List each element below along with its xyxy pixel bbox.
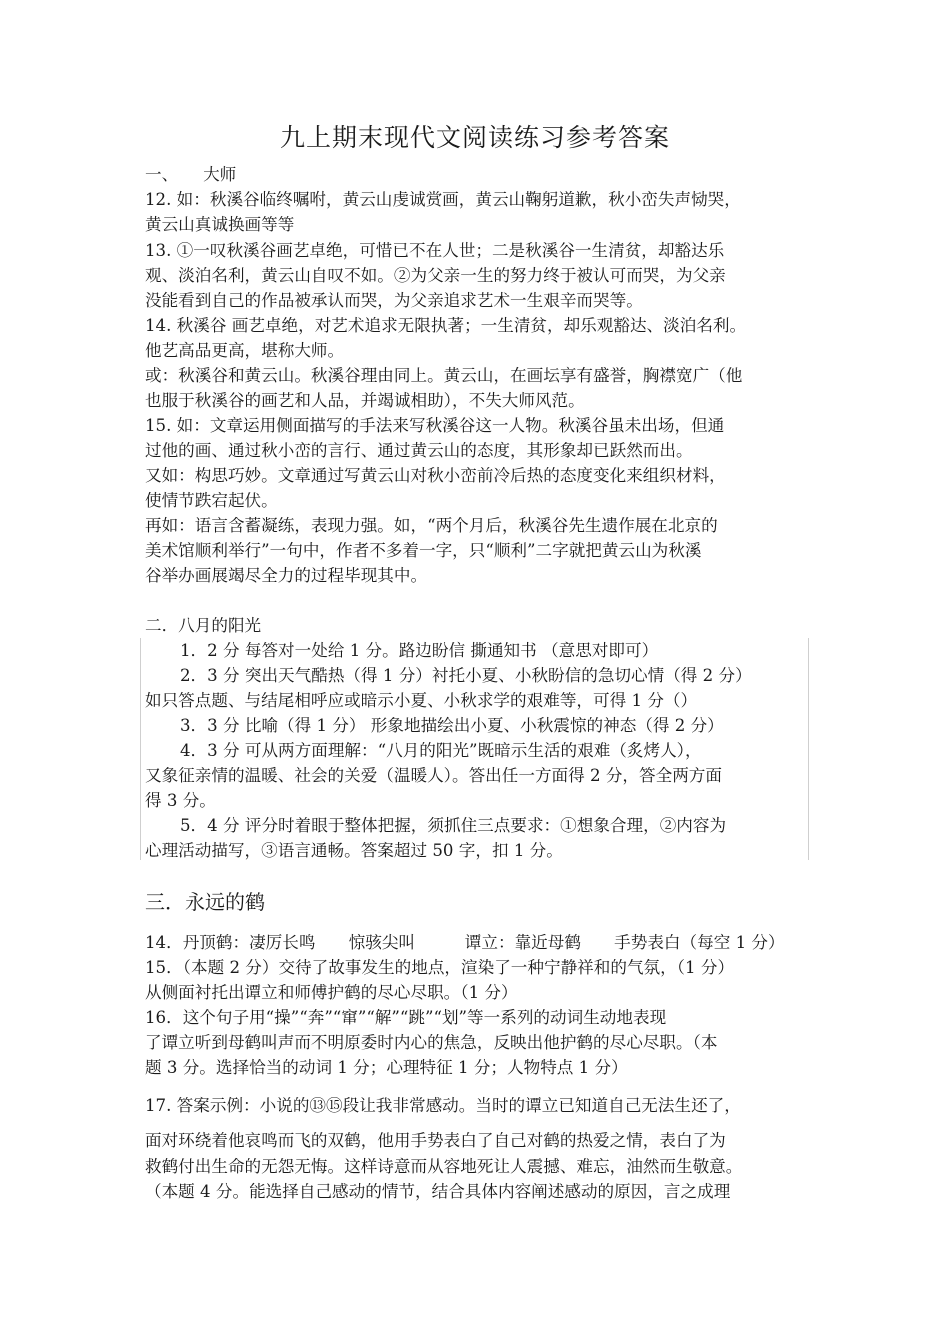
text-line: 17. 答案示例：小说的⑬⑮段让我非常感动。当时的谭立已知道自己无法生还了， [145, 1096, 741, 1115]
text-line: 他艺高品更高，堪称大师。 [145, 341, 345, 360]
section-box-right-border [808, 638, 809, 860]
text-line: 从侧面衬托出谭立和师傅护鹤的尽心尽职。（1 分） [145, 983, 518, 1002]
text-line: 5．4 分 评分时着眼于整体把握，须抓住三点要求：①想象合理，②内容为 [180, 816, 727, 835]
text-line: 谷举办画展竭尽全力的过程毕现其中。 [145, 566, 428, 585]
text-line: 15. 如：文章运用侧面描写的手法来写秋溪谷这一人物。秋溪谷虽未出场，但通 [145, 416, 725, 435]
text-line: 也服于秋溪谷的画艺和人品，并竭诚相助），不失大师风范。 [145, 391, 585, 410]
text-line: 3．3 分 比喻（得 1 分） 形象地描绘出小夏、小秋震惊的神态（得 2 分） [180, 716, 724, 735]
text-line: 面对环绕着他哀鸣而飞的双鹤，他用手势表白了自己对鹤的热爱之情，表白了为 [145, 1131, 726, 1150]
text-line: 14. 秋溪谷 画艺卓绝，对艺术追求无限执著；一生清贫，却乐观豁达、淡泊名利。 [145, 316, 747, 335]
text-line: 救鹤付出生命的无怨无悔。这样诗意而从容地死让人震撼、难忘，油然而生敬意。 [145, 1157, 743, 1176]
text-line: 或：秋溪谷和黄云山。秋溪谷理由同上。黄云山，在画坛享有盛誉，胸襟宽广（他 [145, 366, 743, 385]
text-line: 过他的画、通过秋小峦的言行、通过黄云山的态度，其形象却已跃然而出。 [145, 441, 693, 460]
text-line: （本题 4 分。能选择自己感动的情节，结合具体内容阐述感动的原因，言之成理 [145, 1182, 731, 1201]
section-heading: 三．永远的鹤 [145, 890, 265, 914]
text-line: 2．3 分 突出天气酷热（得 1 分）衬托小夏、小秋盼信的急切心情（得 2 分） [180, 666, 752, 685]
text-line: 又象征亲情的温暖、社会的关爱（温暖人）。答出任一方面得 2 分，答全两方面 [145, 766, 722, 785]
section-heading: 二．八月的阳光 [145, 616, 262, 635]
text-line: 心理活动描写，③语言通畅。答案超过 50 字，扣 1 分。 [145, 841, 563, 860]
text-line: 如只答点题、与结尾相呼应或暗示小夏、小秋求学的艰难等，可得 1 分（） [145, 691, 698, 710]
text-line: 观、淡泊名利，黄云山自叹不如。②为父亲一生的努力终于被认可而哭，为父亲 [145, 266, 726, 285]
text-line: 了谭立听到母鹤叫声而不明原委时内心的焦急，反映出他护鹤的尽心尽职。（本 [145, 1033, 718, 1052]
section-box-left-border [140, 638, 141, 860]
text-line: 13. ①一叹秋溪谷画艺卓绝，可惜已不在人世；二是秋溪谷一生清贫，却豁达乐 [145, 241, 725, 260]
text-line: 1．2 分 每答对一处给 1 分。路边盼信 撕通知书 （意思对即可） [180, 641, 659, 660]
text-line: 又如：构思巧妙。文章通过写黄云山对秋小峦前冷后热的态度变化来组织材料， [145, 466, 726, 485]
text-line: 没能看到自己的作品被承认而哭，为父亲追求艺术一生艰辛而哭等。 [145, 291, 643, 310]
text-line: 12. 如：秋溪谷临终嘱咐，黄云山虔诚赏画，黄云山鞠躬道歉，秋小峦失声恸哭， [145, 190, 741, 209]
text-line: 题 3 分。选择恰当的动词 1 分；心理特征 1 分；人物特点 1 分） [145, 1058, 628, 1077]
text-line: 15．（本题 2 分）交待了故事发生的地点，渲染了一种宁静祥和的气氛，（1 分） [145, 958, 735, 977]
text-line: 16．这个句子用“操”“奔”“窜”“解”“跳”“划”等一系列的动词生动地表现 [145, 1008, 667, 1027]
text-line: 黄云山真诚换画等等 [145, 215, 295, 234]
text-line: 得 3 分。 [145, 791, 216, 810]
text-line: 使情节跌宕起伏。 [145, 491, 278, 510]
text-line: 14．丹顶鹤：凄厉长鸣 惊骇尖叫 谭立：靠近母鹤 手势表白（每空 1 分） [145, 933, 785, 952]
section-heading: 一、 大师 [145, 165, 237, 184]
text-line: 4．3 分 可从两方面理解：“八月的阳光”既暗示生活的艰难（炙烤人）， [180, 741, 702, 760]
text-line: 再如：语言含蓄凝练，表现力强。如，“两个月后，秋溪谷先生遗作展在北京的 [145, 516, 718, 535]
text-line: 美术馆顺利举行”一句中，作者不多着一字，只“顺利”二字就把黄云山为秋溪 [145, 541, 702, 560]
document-title: 九上期末现代文阅读练习参考答案 [279, 123, 670, 152]
